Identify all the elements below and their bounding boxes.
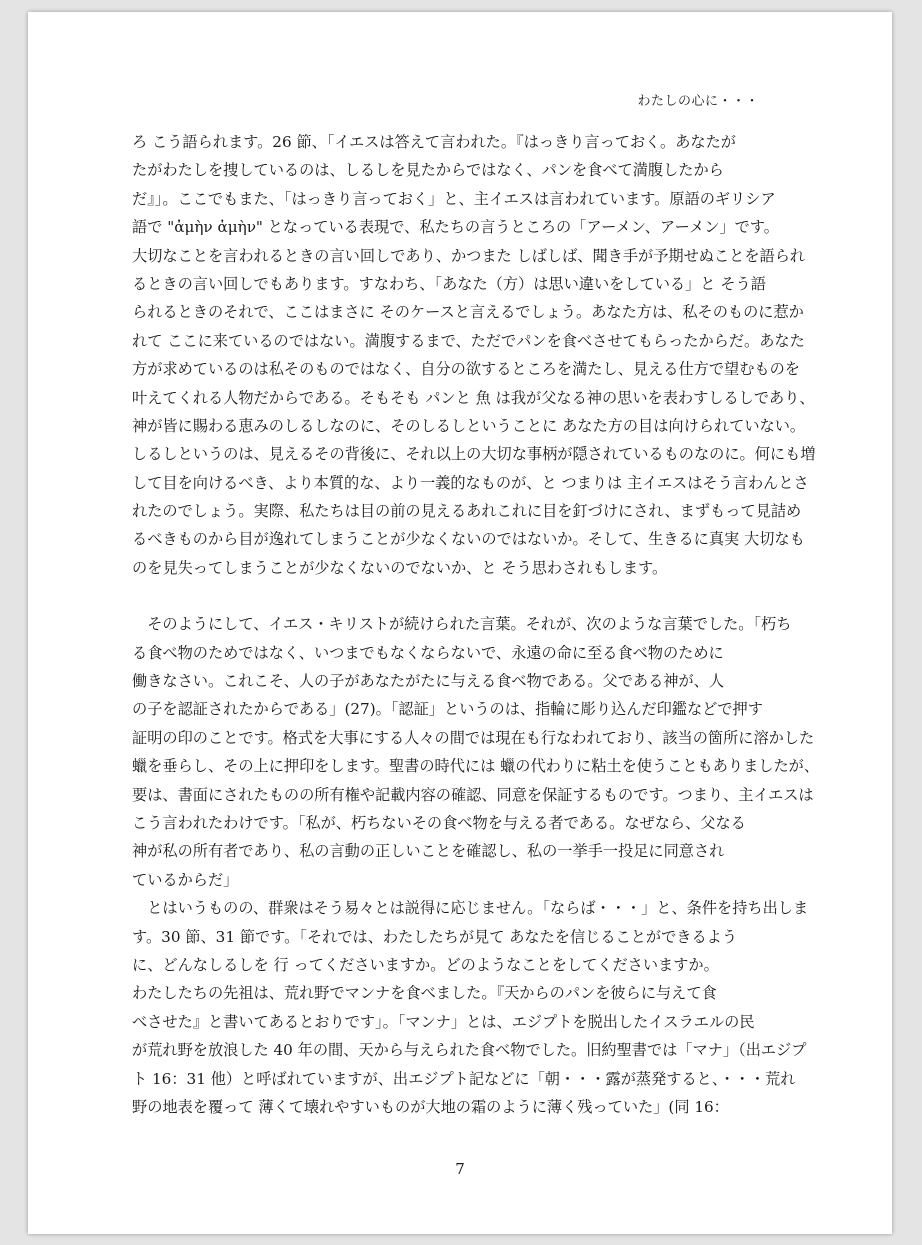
text-line: られるときのそれで、ここはまさに そのケースと言えるでしょう。あなた方は、私そのものに惹か [132,303,804,322]
text-line: の子を認証されたからである」(27)。「認証」というのは、指輪に彫り込んだ印鑑などで押す [132,700,763,719]
text-line: に、どんなしるしを 行 ってくださいますか。どのようなことをしてくださいますか。 [132,955,719,974]
text-line: べさせた』と書いてあるとおりです」。「マンナ」とは、エジプトを脱出したイスラエルの民 [132,1012,755,1031]
document-page [28,12,892,1234]
text-line: 方が求めているのは私そのものではなく、自分の欲するところを満たし、見える仕方で望むものを [132,360,800,379]
text-line: る食べ物のためではなく、いつまでもなくならないで、永遠の命に至る食べ物のために [132,643,724,662]
text-line: とはいうものの、群衆はそう易々とは説得に応じません。「ならば・・・」と、条件を持ち出しま [132,899,809,918]
text-line: 蠟を垂らし、その上に押印をします。聖書の時代には 蠟の代わりに粘土を使うこともありましたが、 [132,757,820,776]
text-line: 野の地表を覆って 薄くて壊れやすいものが大地の霜のように薄く残っていた」(同 16： [132,1097,729,1116]
text-line: のを見失ってしまうことが少なくないのでないか、と そう思わされもします。 [132,558,668,577]
page-number: 7 [455,1160,465,1178]
text-line: るときの言い回しでもあります。すなわち、「あなた（方）は思い違いをしている」と そう語 [132,274,766,293]
text-line: ト 16：31 他）と呼ばれていますが、出エジプト記などに「朝・・・露が蒸発すると、・・・荒れ [132,1069,796,1088]
paragraph-3 [132,894,809,1121]
text-line: す。30 節、31 節です。「それでは、わたしたちが見て あなたを信じることができるよう [132,927,738,946]
text-line: だ』」。ここでもまた、「はっきり言っておく」と、主イエスは言われています。原語のギリシア [132,189,776,208]
running-header: わたしの心に・・・ [637,94,759,109]
text-line: して目を向けるべき、より本質的な、より一義的なものが、と つまりは 主イエスはそう言わんとさ [132,473,809,492]
body-text [132,128,820,1121]
text-line: 大切なことを言われるときの言い回しであり、かつまた しばしば、聞き手が予期せぬことを語られ [132,246,806,265]
paragraph-1 [132,128,816,582]
text-line: しるしというのは、見えるその背後に、それ以上の大切な事柄が隠されているものなのに。何にも増 [132,445,816,464]
text-line: るべきものから目が逸れてしまうことが少なくないのではないか。そして、生きるに真実 大切なも [132,530,805,549]
text-line: 神が皆に賜わる恵みのしるしなのに、そのしるしということに あなた方の目は向けられていない。 [132,416,806,435]
text-line: たがわたしを捜しているのは、しるしを見たからではなく、パンを食べて満腹したから [132,161,724,180]
text-line: れたのでしょう。実際、私たちは目の前の見えるあれこれに目を釘づけにされ、まずもって見詰め [132,502,802,521]
text-line: 神が私の所有者であり、私の言動の正しいことを確認し、私の一挙手一投足に同意され [132,842,725,861]
text-line: わたしたちの先祖は、荒れ野でマンナを食べました。『天からのパンを彼らに与えて食 [132,984,717,1003]
text-line: そのようにして、イエス・キリストが続けられた言葉。それが、次のような言葉でした。「朽ち [132,615,792,634]
text-line: 働きなさい。これこそ、人の子があなたがたに与える食べ物である。父である神が、人 [132,672,725,691]
text-line: ているからだ」 [132,870,239,889]
text-line: 語で "ἀμὴν ἀμὴν" となっている表現で、私たちの言うところの「アーメン、アーメン」です。 [132,218,779,237]
text-line: 証明の印のことです。格式を大事にする人々の間では現在も行なわれており、該当の箇所に溶かした [132,728,815,747]
text-line: れて ここに来ているのではない。満腹するまで、ただでパンを食べさせてもらったからだ。あなた [132,331,805,350]
paragraph-2 [132,610,820,894]
paragraph-gap [132,582,798,610]
text-line: こう言われたわけです。「私が、朽ちないその食べ物を与える者である。なぜなら、父なる [132,813,746,832]
text-line: 叶えてくれる人物だからである。そもそも パンと 魚 は我が父なる神の思いを表わすしるしであり、 [132,388,815,407]
text-line: ろ こう語られます。26 節、「イエスは答えて言われた。『はっきり言っておく。あなたが [132,133,736,151]
text-line: 要は、書面にされたものの所有権や記載内容の確認、同意を保証するものです。つまり、主イエスは [132,785,814,804]
text-line: が荒れ野を放浪した 40 年の間、天から与えられた食べ物でした。旧約聖書では「マナ」（出エジプ [132,1041,807,1060]
